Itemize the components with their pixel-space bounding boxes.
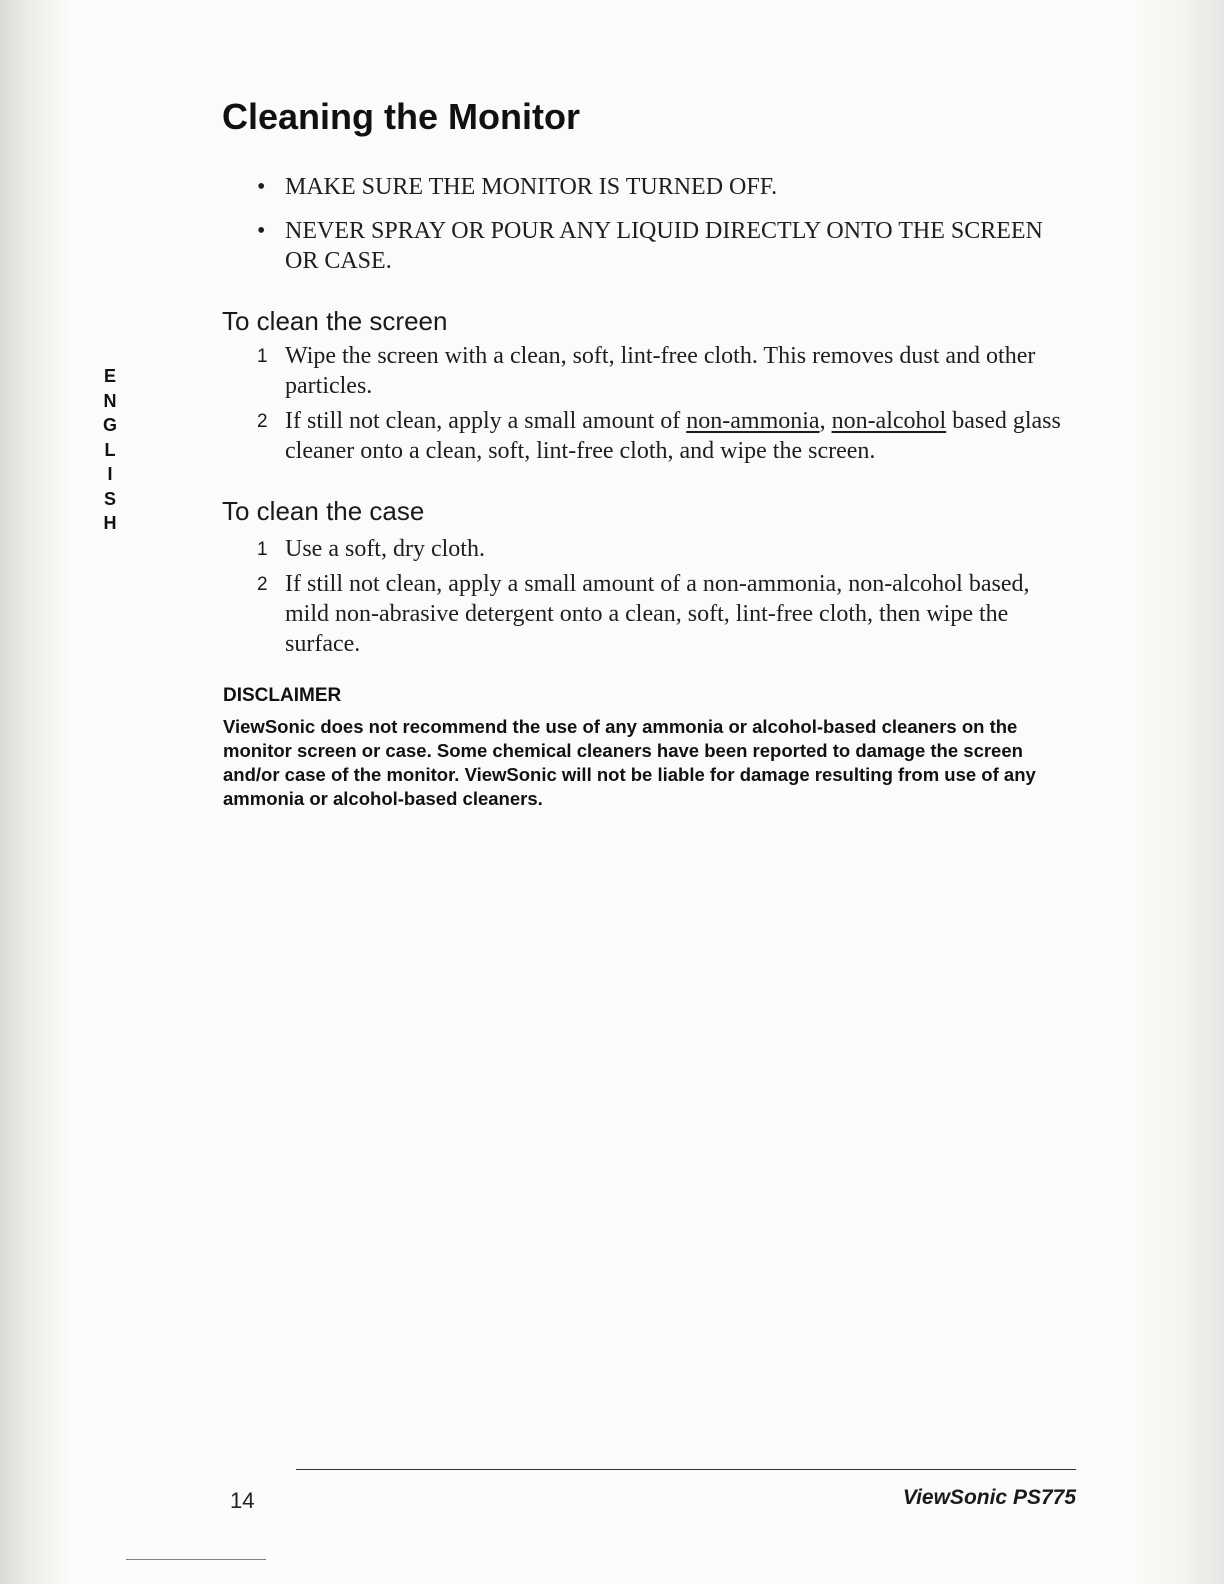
step-text: If still not clean, apply a small amount of [285, 408, 687, 434]
step-text: , [819, 408, 832, 434]
scan-shadow-left [0, 0, 70, 1584]
step-number: 1 [257, 539, 268, 560]
warning-list [257, 172, 1057, 290]
step-text: Use a soft, dry cloth. [285, 536, 485, 562]
case-section-heading: To clean the case [222, 496, 425, 526]
step-text: If still not clean, apply a small amount of a non-ammonia, non-alcohol based, mild non-abrasive detergent onto a clean, soft, lint-free cloth, then wipe the surface. [285, 571, 1030, 657]
step-text: based glass cleaner onto a clean, soft, lint-free cloth, and wipe the screen. [285, 408, 1061, 464]
screen-steps-list [257, 341, 1077, 471]
page-number: 14 [230, 1488, 255, 1513]
step-number: 2 [257, 574, 268, 595]
side-tab-letter: H [103, 513, 117, 533]
underlined-term: non-ammonia [686, 408, 820, 434]
list-item [257, 569, 1077, 659]
language-side-tab [100, 364, 120, 536]
screen-section-heading: To clean the screen [222, 306, 448, 336]
side-tab-letter: S [103, 488, 116, 509]
warning-item: • MAKE SURE THE MONITOR IS TURNED OFF. [257, 172, 1057, 202]
side-tab-letter: N [103, 390, 117, 411]
list-item [257, 534, 1077, 564]
side-tab-letter: I [107, 464, 113, 484]
step-number: 2 [257, 411, 268, 432]
side-tab-letter: E [103, 366, 116, 386]
page-title: Cleaning the Monitor [222, 96, 580, 137]
scan-shadow-right [1134, 0, 1224, 1584]
side-tab-letter: G [102, 415, 117, 435]
list-item [257, 406, 1077, 466]
case-steps-list [257, 534, 1077, 664]
side-tab-letter: L [104, 439, 116, 460]
disclaimer-title: DISCLAIMER [223, 685, 342, 706]
scan-artifact-line [126, 1559, 266, 1560]
footer-brand: ViewSonic PS775 [902, 1486, 1076, 1509]
warning-item: • NEVER SPRAY OR POUR ANY LIQUID DIRECTLY ONTO THE SCREEN OR CASE. [257, 216, 1057, 276]
step-text: Wipe the screen with a clean, soft, lint-free cloth. This removes dust and other particles. [285, 343, 1036, 399]
underlined-term: non-alcohol [831, 408, 947, 434]
step-number: 1 [257, 346, 268, 367]
footer-divider [296, 1469, 1076, 1470]
disclaimer-body: ViewSonic does not recommend the use of any ammonia or alcohol-based cleaners on the monitor screen or case. Some chemical cleaners have been reported to damage the screen and/or case of the monitor. ViewSonic will not be liable for damage resulting from use of any ammonia or alcohol-based cleaners. [223, 716, 1036, 809]
list-item [257, 341, 1077, 401]
